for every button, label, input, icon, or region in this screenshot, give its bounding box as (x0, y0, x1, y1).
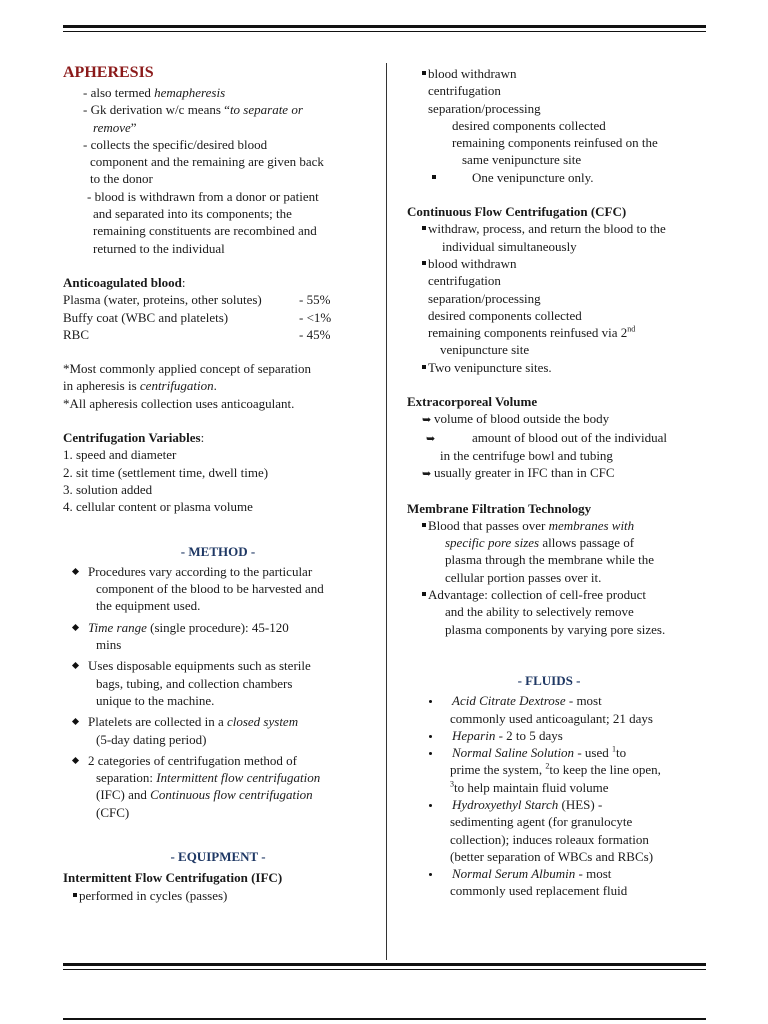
ifc-step: desired components collected (452, 117, 606, 133)
intro-line: - collects the specific/desired blood (83, 136, 268, 152)
square-bullet-icon (432, 175, 436, 179)
fluid-line: collection); induces roleaux formation (450, 831, 649, 847)
ifc-heading: Intermittent Flow Centrifugation (IFC) (63, 870, 283, 886)
mft-heading: Membrane Filtration Technology (407, 500, 592, 516)
intro-line: to the donor (90, 171, 153, 187)
fluid-line: commonly used replacement fluid (450, 883, 628, 899)
square-bullet-icon (422, 261, 426, 265)
intro-line: returned to the individual (93, 240, 225, 256)
fluid-item: Normal Saline Solution - used $^1$to (402, 744, 706, 761)
mft-line: plasma components by varying pore sizes. (445, 621, 666, 637)
intro-line: remove” (93, 119, 137, 135)
method-line: (5-day dating period) (96, 731, 207, 747)
dot-bullet-icon (429, 752, 432, 755)
anticoag-row: RBC - 45% (63, 326, 331, 342)
method-line: mins (96, 637, 122, 653)
method-line: (IFC) and Continuous flow centrifugation (96, 787, 313, 803)
method-line: the equipment used. (96, 598, 201, 614)
ifc-step: centrifugation (428, 83, 501, 99)
cfc-line: centrifugation (428, 273, 501, 289)
method-bullet: Time range (single procedure): 45-120 (63, 619, 373, 636)
square-bullet-icon (422, 71, 426, 75)
diamond-bullet-icon (72, 662, 79, 669)
method-line: (CFC) (96, 804, 130, 820)
diamond-bullet-icon (72, 757, 79, 764)
cfc-line: Two venipuncture sites. (402, 359, 706, 376)
mft-line: Blood that passes over membranes with (402, 517, 706, 534)
method-line: component of the blood to be harvested and (96, 581, 324, 597)
ifc-step: remaining components reinfused on the (452, 135, 658, 151)
intro-line: - Gk derivation w/c means “to separate or (83, 102, 303, 118)
dot-bullet-icon (429, 804, 432, 807)
square-bullet-icon (422, 226, 426, 230)
dot-bullet-icon (429, 873, 432, 876)
mft-line: plasma through the membrane while the (445, 552, 655, 568)
fluid-line: $^3$to help maintain fluid volume (450, 779, 609, 795)
dot-bullet-icon (429, 735, 432, 738)
ecv-line: ➥ volume of blood outside the body (402, 410, 706, 428)
arrow-bullet-icon: ➥ (422, 413, 432, 427)
bottom-rule-thin (63, 969, 706, 970)
bottom-rule-thick (63, 963, 706, 966)
cfc-line: remaining components reinfused via 2nd (428, 324, 636, 341)
fluid-line: (better separation of WBCs and RBCs) (450, 848, 654, 864)
diamond-bullet-icon (72, 624, 79, 631)
method-bullet: 2 categories of centrifugation method of (63, 752, 373, 769)
arrow-bullet-icon: ➥ (426, 431, 436, 445)
ifc-step: separation/processing (428, 100, 541, 116)
method-line: separation: Intermittent flow centrifugation (96, 770, 321, 786)
ecv-line: ➥ amount of blood out of the individual (402, 429, 706, 447)
fluid-line: commonly used anticoagulant; 21 days (450, 710, 653, 726)
square-bullet-icon (422, 365, 426, 369)
footer-rule (63, 1018, 706, 1020)
intro-line: component and the remaining are given back (90, 154, 324, 170)
ifc-item: performed in cycles (passes) (63, 887, 373, 904)
square-bullet-icon (422, 523, 426, 527)
method-bullet: Platelets are collected in a closed system (63, 713, 373, 730)
diamond-bullet-icon (72, 718, 79, 725)
mft-line: Advantage: collection of cell-free product (402, 586, 706, 603)
top-rule-thick (63, 25, 706, 28)
cfc-line: desired components collected (428, 307, 582, 323)
square-bullet-icon (422, 592, 426, 596)
note-line: *All apheresis collection uses anticoagulant. (63, 395, 295, 411)
mft-line: and the ability to selectively remove (445, 604, 634, 620)
method-bullet: Uses disposable equipments such as sterile (63, 657, 373, 674)
column-divider (386, 63, 387, 960)
intro-line: - blood is withdrawn from a donor or patient (87, 188, 319, 204)
variables-heading: Centrifugation Variables: (63, 430, 205, 446)
ifc-step: One venipuncture only. (402, 169, 706, 186)
anticoag-row: Plasma (water, proteins, other solutes) - 55% (63, 292, 331, 308)
left-column (63, 62, 373, 904)
variable-item: 2. sit time (settlement time, dwell time) (63, 464, 269, 480)
arrow-bullet-icon: ➥ (422, 467, 432, 481)
intro-line: - also termed hemapheresis (83, 85, 226, 100)
variable-item: 4. cellular content or plasma volume (63, 499, 253, 515)
dot-bullet-icon (429, 700, 432, 703)
right-column (402, 65, 706, 900)
fluid-item: Hydroxyethyl Starch (HES) - (402, 796, 706, 813)
fluid-item: Normal Serum Albumin - most (402, 865, 706, 882)
fluid-line: sedimenting agent (for granulocyte (450, 814, 633, 830)
intro-line: and separated into its components; the (93, 206, 292, 222)
variable-item: 1. speed and diameter (63, 447, 177, 463)
method-line: unique to the machine. (96, 692, 215, 708)
cfc-line: blood withdrawn (402, 255, 706, 272)
fluid-line: prime the system, $^2$to keep the line open, (450, 762, 661, 778)
fluids-heading: - FLUIDS - (517, 672, 581, 688)
cfc-line: individual simultaneously (442, 238, 577, 254)
cfc-line: withdraw, process, and return the blood to the (402, 220, 706, 237)
mft-line: cellular portion passes over it. (445, 569, 602, 585)
ifc-step: blood withdrawn (402, 65, 706, 82)
ecv-line: in the centrifuge bowl and tubing (440, 447, 613, 463)
anticoag-heading: Anticoagulated blood: (63, 274, 186, 290)
note-line: *Most commonly applied concept of separation (63, 361, 312, 377)
mft-line: specific pore sizes allows passage of (445, 535, 635, 551)
variable-item: 3. solution added (63, 481, 153, 497)
cfc-line: separation/processing (428, 290, 541, 306)
cfc-heading: Continuous Flow Centrifugation (CFC) (407, 204, 627, 220)
ecv-line: ➥ usually greater in IFC than in CFC (402, 464, 706, 482)
top-rule-thin (63, 31, 706, 32)
fluid-item: Heparin - 2 to 5 days (402, 727, 706, 744)
page-title: APHERESIS (63, 64, 154, 81)
ifc-step: same venipuncture site (462, 152, 582, 168)
method-bullet: Procedures vary according to the particular (63, 563, 373, 580)
ecv-heading: Extracorporeal Volume (407, 394, 538, 410)
cfc-line: venipuncture site (440, 342, 530, 358)
fluid-item: Acid Citrate Dextrose - most (402, 692, 706, 709)
intro-line: remaining constituents are recombined and (93, 223, 317, 239)
method-heading: - METHOD - (180, 543, 256, 559)
square-bullet-icon (73, 893, 77, 897)
anticoag-row: Buffy coat (WBC and platelets) - <1% (63, 309, 332, 325)
note-line: in apheresis is centrifugation. (63, 378, 217, 394)
diamond-bullet-icon (72, 568, 79, 575)
equipment-heading: - EQUIPMENT - (170, 848, 266, 864)
method-line: bags, tubing, and collection chambers (96, 675, 293, 691)
